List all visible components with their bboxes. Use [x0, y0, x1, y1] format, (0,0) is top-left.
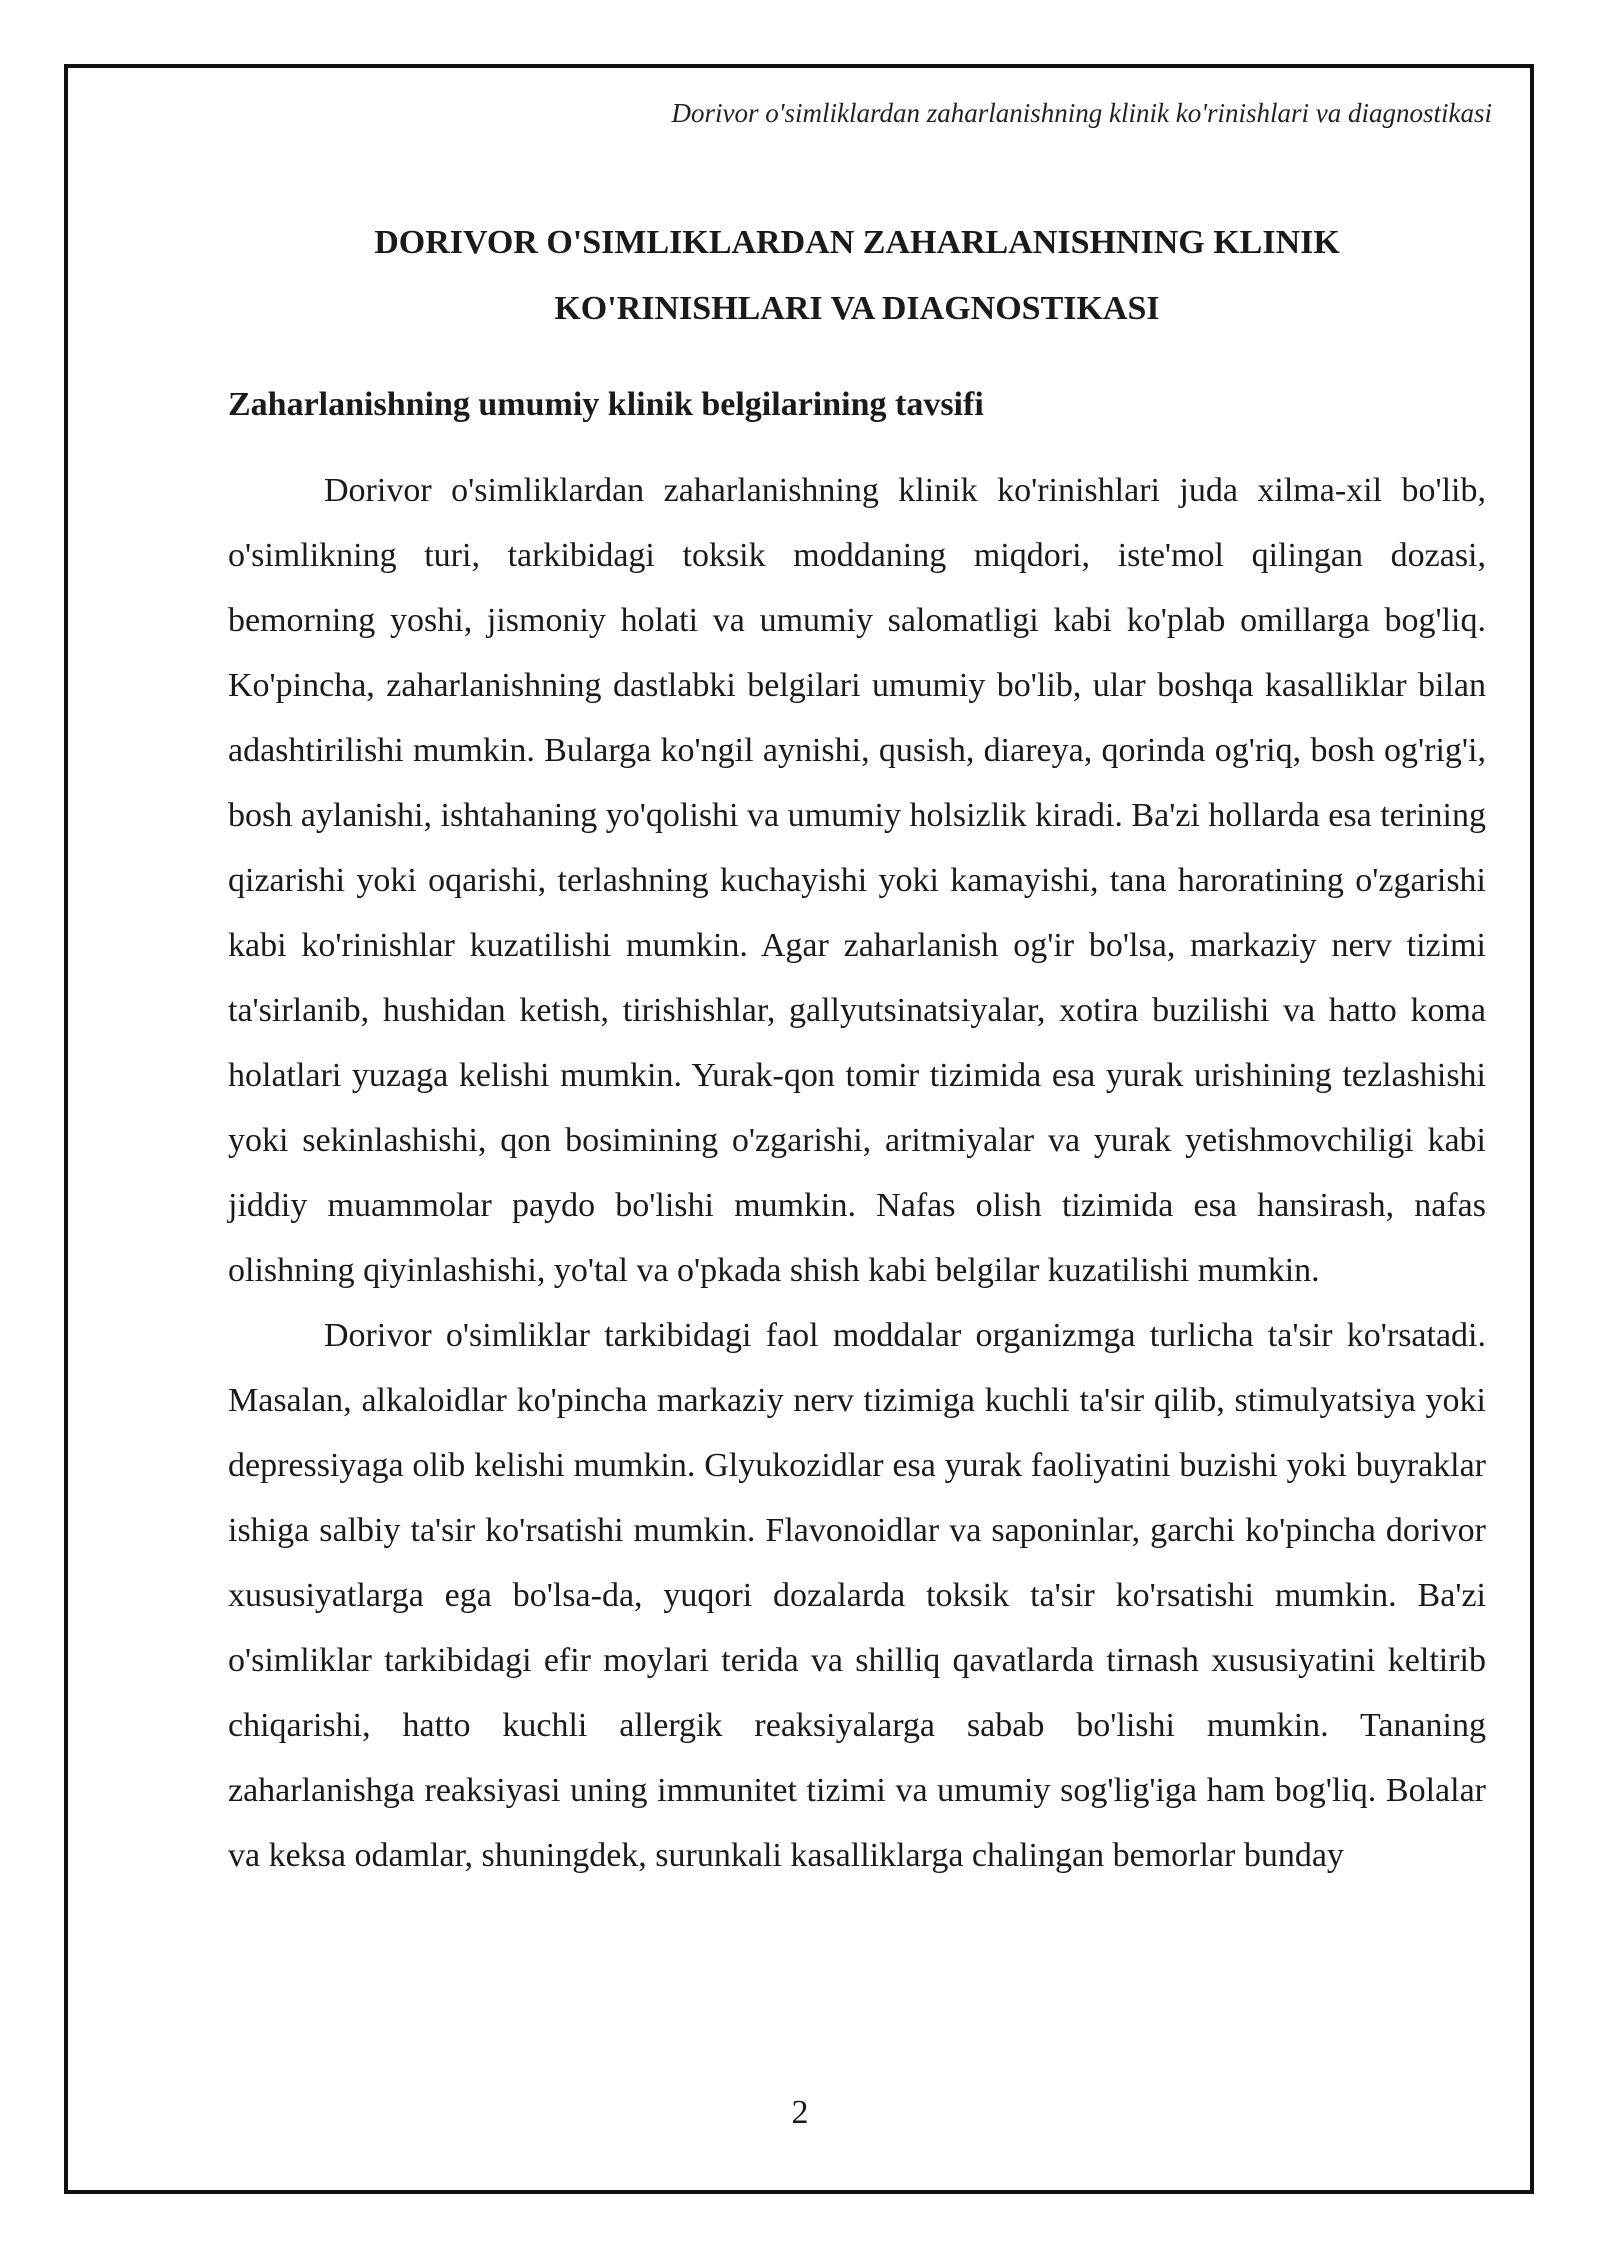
section-heading: Zaharlanishning umumiy klinik belgilarining tavsifi	[228, 386, 984, 423]
document-title-line-1: DORIVOR O'SIMLIKLARDAN ZAHARLANISHNING KLINIK	[374, 224, 1340, 261]
paragraph: Dorivor o'simliklar tarkibidagi faol moddalar organizmga turlicha ta'sir ko'rsatadi. Masalan, alkaloidlar ko'pincha markaziy nerv tizimiga kuchli ta'sir qilib, stimulyatsiya yoki depressiyaga olib kelishi mumkin. Glyukozidlar esa yurak faoliyatini buzishi yoki buyraklar ishiga salbiy ta'sir ko'rsatishi mumkin. Flavonoidlar va saponinlar, garchi ko'pincha dorivor xususiyatlarga ega bo'lsa-da, yuqori dozalarda toksik ta'sir ko'rsatishi mumkin. Ba'zi o'simliklar tarkibidagi efir moylari terida va shilliq qavatlarda tirnash xususiyatini keltirib chiqarishi, hatto kuchli allergik reaksiyalarga sabab bo'lishi mumkin. Tananing zaharlanishga reaksiyasi uning immunitet tizimi va umumiy sog'lig'iga ham bog'liq. Bolalar va keksa odamlar, shuningdek, surunkali kasalliklarga chalingan bemorlar bunday	[228, 1317, 1486, 1874]
page-number: 2	[791, 2094, 809, 2131]
running-header: Dorivor o'simliklardan zaharlanishning klinik ko'rinishlari va diagnostikasi	[671, 98, 1492, 128]
body-text	[228, 458, 1486, 1888]
paragraph: Dorivor o'simliklardan zaharlanishning klinik ko'rinishlari juda xilma-xil bo'lib, o'simlikning turi, tarkibidagi toksik moddaning miqdori, iste'mol qilingan dozasi, bemorning yoshi, jismoniy holati va umumiy salomatligi kabi ko'plab omillarga bog'liq. Ko'pincha, zaharlanishning dastlabki belgilari umumiy bo'lib, ular boshqa kasalliklar bilan adashtirilishi mumkin. Bularga ko'ngil aynishi, qusish, diareya, qorinda og'riq, bosh og'rig'i, bosh aylanishi, ishtahaning yo'qolishi va umumiy holsizlik kiradi. Ba'zi hollarda esa terining qizarishi yoki oqarishi, terlashning kuchayishi yoki kamayishi, tana haroratining o'zgarishi kabi ko'rinishlar kuzatilishi mumkin. Agar zaharlanish og'ir bo'lsa, markaziy nerv tizimi ta'sirlanib, hushidan ketish, tirishishlar, gallyutsinatsiyalar, xotira buzilishi va hatto koma holatlari yuzaga kelishi mumkin. Yurak-qon tomir tizimida esa yurak urishining tezlashishi yoki sekinlashishi, qon bosimining o'zgarishi, aritmiyalar va yurak yetishmovchiligi kabi jiddiy muammolar paydo bo'lishi mumkin. Nafas olish tizimida esa hansirash, nafas olishning qiyinlashishi, yo'tal va o'pkada shish kabi belgilar kuzatilishi mumkin.	[228, 472, 1486, 1289]
document-title	[228, 210, 1486, 342]
document-title-line-2: KO'RINISHLARI VA DIAGNOSTIKASI	[554, 290, 1160, 327]
